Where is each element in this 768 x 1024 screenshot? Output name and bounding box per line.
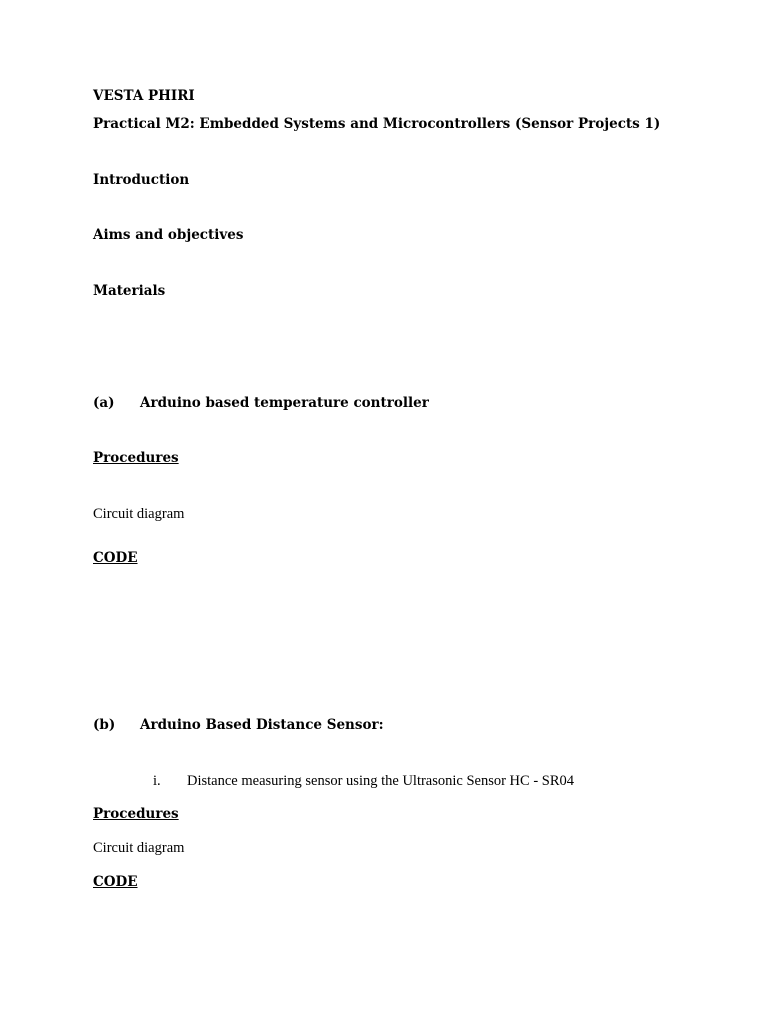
section-a-title: Arduino based temperature controller	[140, 395, 429, 411]
heading-materials: Materials	[93, 283, 166, 299]
section-b-procedures: Procedures	[93, 806, 179, 822]
title-suffix: (Sensor Projects 1)	[515, 116, 661, 132]
section-a-label: (a)	[93, 395, 115, 411]
author-name: VESTA PHIRI	[93, 88, 195, 104]
section-a-heading	[93, 394, 429, 412]
section-a-circuit-diagram: Circuit diagram	[93, 506, 185, 522]
section-b-circuit-diagram: Circuit diagram	[93, 840, 185, 856]
heading-introduction: Introduction	[93, 172, 190, 188]
section-a-code: CODE	[93, 550, 138, 566]
heading-aims-objectives: Aims and objectives	[93, 227, 244, 243]
document-title	[93, 115, 660, 133]
list-item-text: Distance measuring sensor using the Ultrasonic Sensor HC - SR04	[187, 773, 575, 789]
section-b-heading	[93, 716, 384, 734]
section-b-label: (b)	[93, 717, 116, 733]
list-item-numeral: i.	[153, 773, 161, 789]
title-main: Practical M2: Embedded Systems and Microcontrollers	[93, 116, 515, 132]
section-b-list-item	[153, 772, 574, 790]
section-b-title: Arduino Based Distance Sensor:	[140, 717, 384, 733]
section-a-procedures: Procedures	[93, 450, 179, 466]
section-b-code: CODE	[93, 874, 138, 890]
